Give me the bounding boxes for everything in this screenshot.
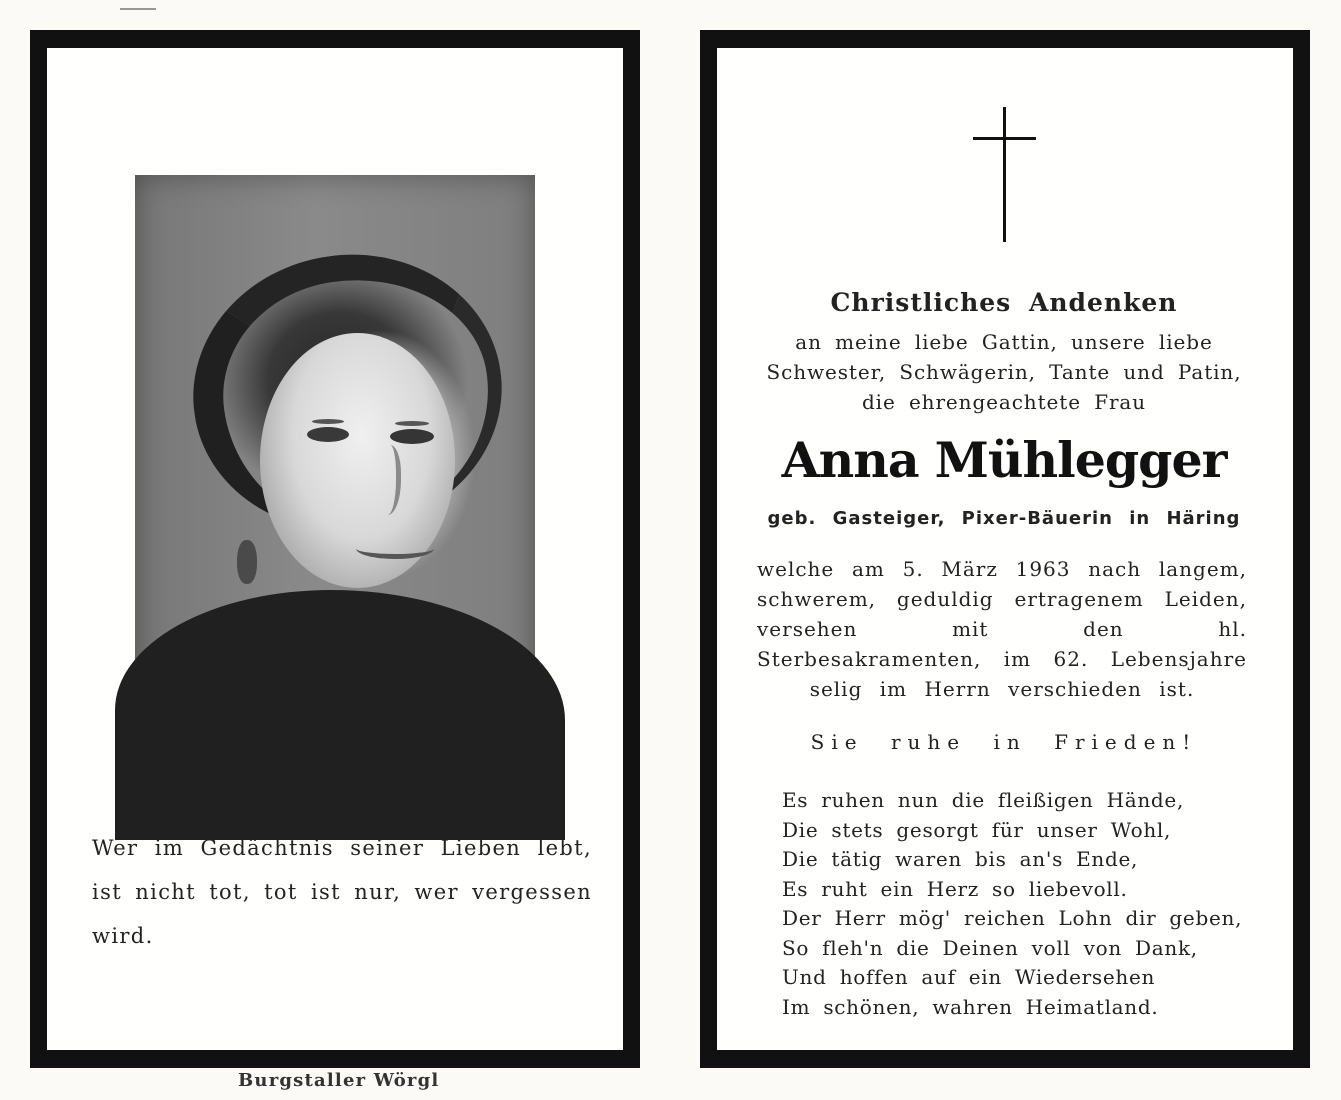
portrait-right-eye	[390, 429, 434, 444]
cross-vertical-bar	[1003, 107, 1006, 242]
rest-in-peace: Sie ruhe in Frieden!	[810, 730, 1198, 754]
memorial-quote: Wer im Gedächtnis seiner Lieben lebt, ist nicht tot, tot ist nur, wer vergessen wird.	[92, 836, 592, 948]
deceased-name: Anna Mühlegger	[781, 431, 1227, 489]
left-memorial-card	[30, 30, 640, 1068]
cross-icon	[973, 107, 1036, 242]
right-memorial-card	[700, 30, 1310, 1068]
portrait-mouth	[356, 538, 434, 559]
poem-line: Es ruht ein Herz so liebevoll.	[782, 876, 1128, 901]
portrait-shoulders	[115, 590, 565, 840]
cross-horizontal-bar	[973, 137, 1036, 140]
poem-line: So fleh'n die Deinen voll von Dank,	[782, 935, 1198, 960]
portrait-photo	[135, 175, 535, 772]
poem-line: Die tätig waren bis an's Ende,	[782, 847, 1139, 871]
birth-info: geb. Gasteiger, Pixer-Bäuerin in Häring	[767, 508, 1241, 529]
memorial-poem	[782, 786, 1242, 1022]
poem-line: Im schönen, wahren Heimatland.	[782, 994, 1159, 1019]
poem-line: Und hoffen auf ein Wiedersehen	[782, 965, 1156, 989]
poem-line: Es ruhen nun die fleißigen Hände,	[782, 788, 1185, 812]
printer-imprint: Burgstaller Wörgl	[238, 1070, 440, 1091]
portrait-left-eye	[307, 427, 349, 442]
poem-line: Die stets gesorgt für unser Wohl,	[782, 817, 1172, 842]
portrait-earring	[237, 540, 257, 584]
poem-line: Der Herr mög' reichen Lohn dir geben,	[782, 906, 1243, 930]
scan-mark	[120, 8, 156, 10]
memorial-intro: an meine liebe Gattin, unsere liebe Schwester, Schwägerin, Tante und Patin, die ehrengeachtete Frau	[766, 330, 1242, 414]
death-notice: welche am 5. März 1963 nach langem, schwerem, geduldig ertragenem Leiden, versehen mit den hl. Sterbesakramenten, im 62. Lebensjahre selig im Herrn verschieden ist.	[757, 557, 1247, 701]
memorial-heading: Christliches Andenken	[830, 288, 1178, 317]
portrait-nose	[374, 445, 401, 515]
